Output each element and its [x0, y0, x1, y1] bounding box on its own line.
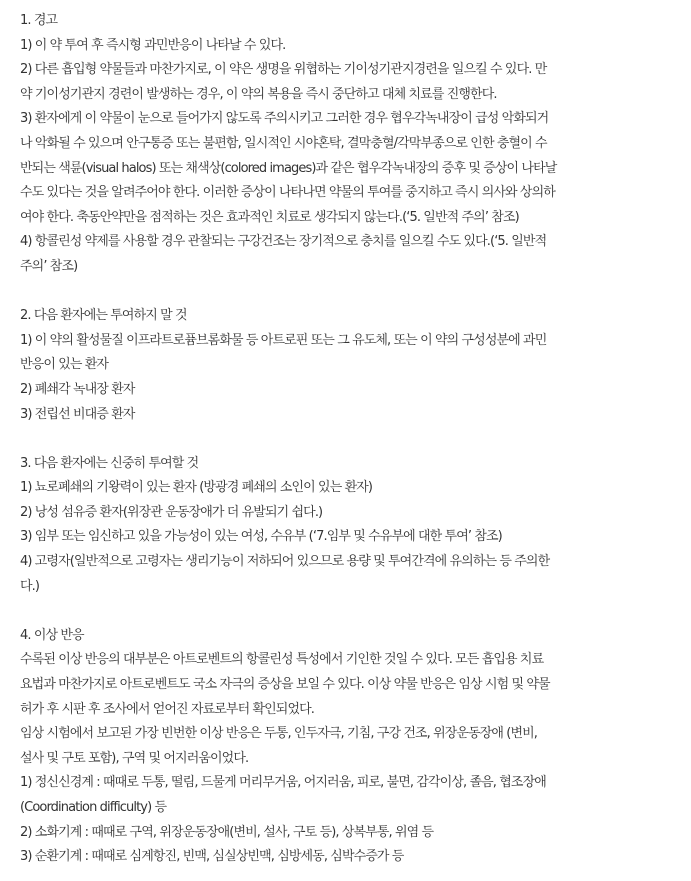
text-line: 4) 항콜린성 약제를 사용할 경우 관찰되는 구강건조는 장기적으로 충치를 일으킬 수도 있다.(‘5. 일반적: [20, 234, 547, 250]
text-line: 요법과 마찬가지로 아트로벤트도 국소 자극의 증상을 보일 수 있다. 이상 약물 반응은 임상 시험 및 약물: [20, 677, 550, 693]
section-heading: 1. 경고: [20, 13, 58, 28]
text-line: 다.): [20, 578, 40, 594]
text-line: 나 악화될 수 있으며 안구통증 또는 불편함, 일시적인 시야혼탁, 결막충혈/각막부종으로 인한 충혈이 수: [20, 135, 547, 151]
text-line: 여야 한다. 축동안약만을 점적하는 것은 효과적인 치료로 생각되지 않는다.(‘5. 일반적 주의’ 참조): [20, 209, 519, 225]
text-line: 2) 소화기계 : 때때로 구역, 위장운동장애(변비, 설사, 구토 등), 상복부통, 위염 등: [20, 824, 434, 840]
text-line: 3) 임부 또는 임신하고 있을 가능성이 있는 여성, 수유부 (‘7.임부 및 수유부에 대한 투여’ 참조): [20, 529, 502, 545]
text-line: 3) 환자에게 이 약물이 눈으로 들어가지 않도록 주의시키고 그러한 경우 협우각녹내장이 급성 악화되거: [20, 111, 549, 127]
text-line: 주의’ 참조): [20, 258, 78, 274]
text-line: 허가 후 시판 후 조사에서 얻어진 자료로부터 확인되었다.: [20, 701, 314, 717]
document-body: [20, 9, 684, 870]
text-line: 2) 다른 흡입형 약물들과 마찬가지로, 이 약은 생명을 위협하는 기이성기관지경련을 일으킬 수 있다. 만: [20, 62, 547, 78]
text-line: 임상 시험에서 보고된 가장 빈번한 이상 반응은 두통, 인두자극, 기침, 구강 건조, 위장운동장애 (변비,: [20, 726, 538, 742]
text-line: 1) 이 약의 활성물질 이프라트로퓸브롬화물 등 아트로핀 또는 그 유도체, 또는 이 약의 구성성분에 과민: [20, 332, 547, 348]
text-line: 1) 이 약 투여 후 즉시형 과민반응이 나타날 수 있다.: [20, 37, 286, 53]
text-line: 약 기이성기관지 경련이 발생하는 경우, 이 약의 복용을 즉시 중단하고 대체 치료를 진행한다.: [20, 86, 497, 102]
text-line: 2) 폐쇄각 녹내장 환자: [20, 381, 135, 397]
text-line: 반응이 있는 환자: [20, 357, 109, 373]
text-line: 설사 및 구토 포함), 구역 및 어지러움이었다.: [20, 750, 249, 766]
text-line: 1) 정신신경계 : 때때로 두통, 떨림, 드물게 머리무거움, 어지러움, 피로, 불면, 감각이상, 졸음, 협조장애: [20, 775, 546, 791]
text-line: 1) 뇨로폐쇄의 기왕력이 있는 환자 (방광경 폐쇄의 소인이 있는 환자): [20, 480, 373, 496]
text-line: 수도 있다는 것을 알려주어야 한다. 이러한 증상이 나타나면 약물의 투여를 중지하고 즉시 의사와 상의하: [20, 185, 555, 201]
section-heading: 2. 다음 환자에는 투여하지 말 것: [20, 308, 187, 324]
paragraph-gap: [20, 280, 684, 305]
section-heading: 4. 이상 반응: [20, 627, 84, 643]
text-line: 4) 고령자(일반적으로 고령자는 생리기능이 저하되어 있으므로 용량 및 투여간격에 유의하는 등 주의한: [20, 554, 550, 570]
paragraph-gap: [20, 427, 684, 452]
paragraph-gap: [20, 599, 684, 624]
text-line: 3) 전립선 비대증 환자: [20, 406, 135, 422]
text-line: 2) 낭성 섬유증 환자(위장관 운동장애가 더 유발되기 쉽다.): [20, 504, 323, 520]
text-line: 3) 순환기계 : 때때로 심계항진, 빈맥, 심실상빈맥, 심방세동, 심박수증가 등: [20, 849, 404, 865]
text-line: 반되는 색륜(visual halos) 또는 채색상(colored images)과 같은 협우각녹내장의 증후 및 증상이 나타날: [20, 160, 557, 176]
text-line: 수록된 이상 반응의 대부분은 아트로벤트의 항콜린성 특성에서 기인한 것일 수 있다. 모든 흡입용 치료: [20, 652, 544, 668]
section-heading: 3. 다음 환자에는 신중히 투여할 것: [20, 455, 199, 471]
text-line: (Coordination difficulty) 등: [20, 800, 167, 815]
